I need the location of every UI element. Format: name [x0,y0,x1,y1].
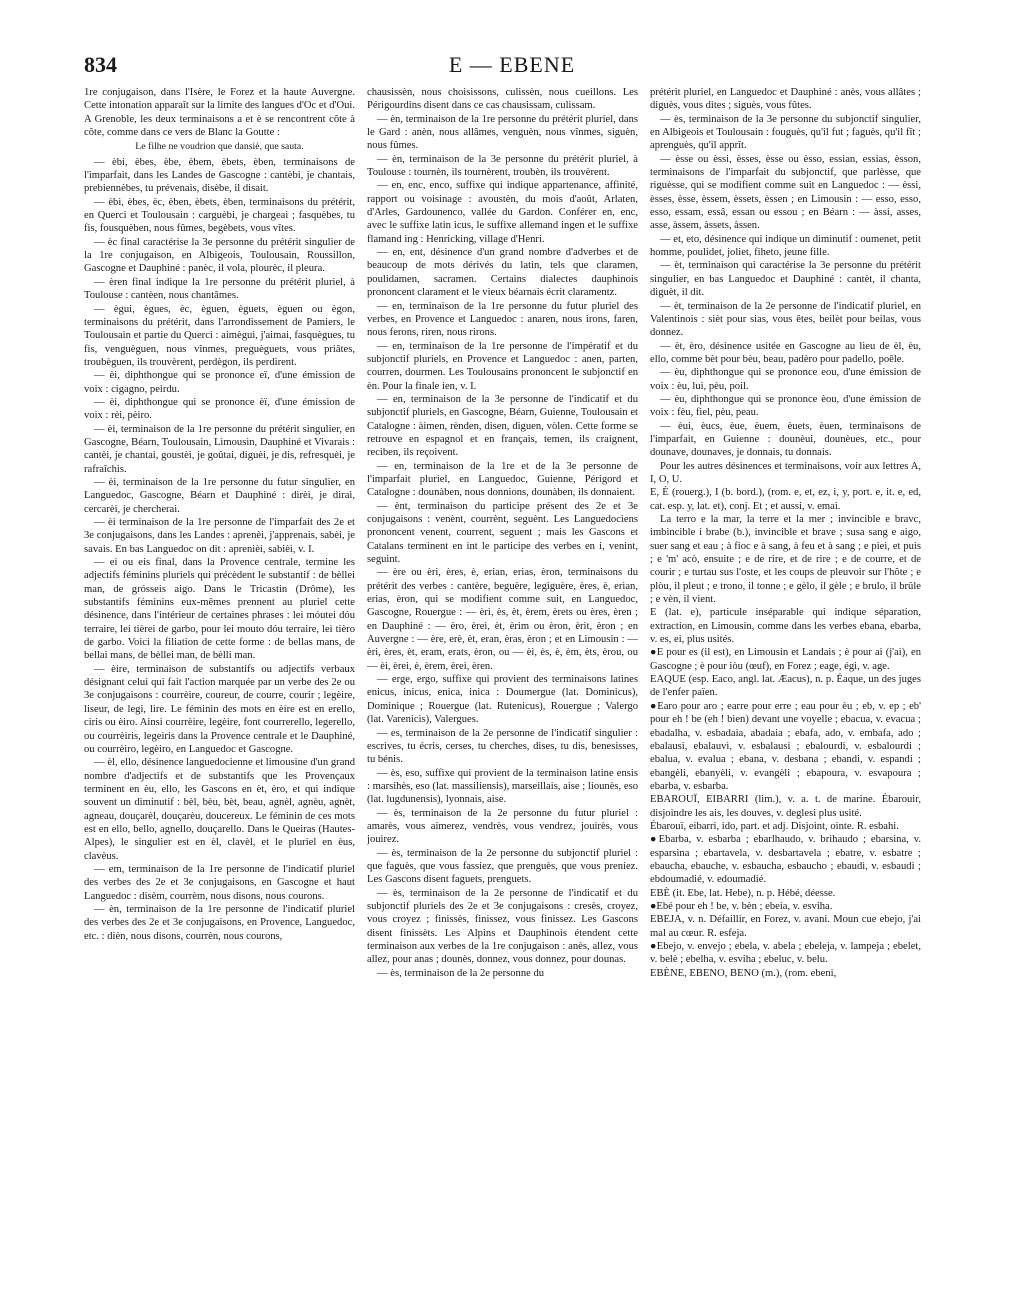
paragraph: — èi terminaison de la 1re personne de l'imparfait des 2e et 3e conjugaisons, dans les Landes : aprenèi, j'apprenais, sabèi, je savais. En bas Languedoc on dit : aprenièi, sabièi, v. I. [84,517,355,555]
paragraph: — ègui, ègues, èc, èguen, èguets, èguen ou ègon, terminaisons du prétérit, dans l'arrondissement de Pamiers, le Toulousain et partie du Querci : aimègui, j'aimai, fasquègues, tu fis, venguèguen, nous vînmes, preguèguets, vous priâtes, troubèguen, ils trouvèrent, perdègon, ils perdirent. [84,303,355,368]
dictionary-entry: ●Ebé pour eh ! be, v. bèn ; ebeia, v. esviha. [650,900,833,912]
paragraph: — èren final indique la 1re personne du prétérit pluriel, à Toulouse : cantèen, nous chantâmes. [84,276,355,302]
paragraph: — es, terminaison de la 2e personne de l'indicatif singulier : escrives, tu écris, cerses, tu cherches, dises, tu dis, benesisses, tu bénis. [367,727,638,766]
paragraph: prétérit pluriel, en Languedoc et Dauphiné : anès, vous allâtes ; diguès, vous dites ; siguès, vous fûtes. [650,87,921,112]
paragraph: — erge, ergo, suffixe qui provient des terminaisons latines enicus, inicus, enica, inica : Doumergue (lat. Dominicus), Dominique ; Rouergue (lat. Rutenicus), Rouergue ; Valergo (lat. Varenicis), Valergues. [367,674,638,726]
paragraph: — èt, èro, désinence usitée en Gascogne au lieu de èl, èu, ello, comme bèt pour bèu, beau, padèro pour padello, poêle. [650,340,921,365]
dictionary-entry: E (lat. e), particule inséparable qui indique séparation, extraction, en Limousin, comme dans les verbes ebana, ebarba, v. es, ei, plus usités. [650,607,921,646]
paragraph: — èi, terminaison de la 1re personne du prétérit singulier, en Gascogne, Béarn, Toulousain, Limousin, Dauphiné et Vivarais : cantèi, je chantai, goustèi, je goûtai, diguèi, je dis, refresquèi, je rafraîchis. [84,423,355,475]
column-2 [367,86,638,1298]
paragraph: — èn, terminaison de la 3e personne du prétérit pluriel, à Toulouse : tournèn, ils tournèrent, troubèn, ils trouvèrent. [367,153,638,179]
paragraph: — èt, terminaison qui caractérise la 3e personne du prétérit singulier, en bas Languedoc et Dauphiné : cantèt, il chanta, diguèt, il dit. [650,260,921,299]
dictionary-entry: EBÈ (it. Ebe, lat. Hebe), n. p. Hébé, déesse. [650,887,836,899]
dictionary-entry: Ébarouï, eibarri, ido, part. et adj. Disjoint, ointe. R. esbahi. [650,820,899,832]
paragraph: — et, eto, désinence qui indique un diminutif : oumenet, petit homme, poulidet, joliet, fiheto, jeune fille. [650,233,921,259]
paragraph: — èire, terminaison de substantifs ou adjectifs verbaux désignant celui qui fait l'action marquée par un verbe des 2e ou 3e conjugaisons : courrèire, coureur, de courre, courir ; legèire, liseur, de legi, lire. Le féminin des mots en èire est en erello, ciris ou èiro. Ainsi courrèire, legèire, font courrerello, legerello, ou courrèiris, legeiris dans la Provence centrale et le Dauphiné, ou courrèiro, legèiro, en Languedoc et Gascogne. [84,663,355,755]
dictionary-entry: EBAROUÏ, EIBARRI (lim.), v. a. t. de marine. Ébarouir, disjoindre les ais, les douves, v. deglesi plus usité. [650,794,921,819]
paragraph: — èu, diphthongue qui se prononce èou, d'une émission de voix : fèu, fiel, pèu, peau. [650,393,921,419]
paragraph: — èi, diphthongue qui se prononce èï, d'une émission de voix : rèi, pèiro. [84,396,355,422]
paragraph: — ès, terminaison de la 2e personne du [377,967,545,979]
paragraph: La terro e la mar, la terre et la mer ; invincible e bravc, imbincible i brabe (b.), invincible et brave ; susa sang e aigo, suer sang et eau ; à fioc e à sang, à feu et à sang ; e piei, et puis ; e 'm' acò, ensuite ; e de rire, et de rire ; e de courre, et de courir ; e turtau sus l'oste, et les coups de pleuvoir sur l'hôte ; e plòu, il pleut ; e trono, il tonne ; e gèlo, il gèle ; e brulo, il brûle ; e vèn, il vient. [650,514,921,606]
paragraph: — ès, eso, suffixe qui provient de la terminaison latine ensis : marsihès, eso (lat. massiliensis), marseillais, aise ; liounès, eso (lat. lugdunensis), lyonnais, aise. [367,767,638,806]
paragraph: — èt, terminaison de la 2e personne de l'indicatif pluriel, en Valentinois : sièt pour sias, vous êtes, beilèt pour beilas, vous donnez. [650,300,921,339]
dictionary-entry: ●Earo pour aro ; earre pour erre ; eau pour èu ; eb, v. ep ; eb' pour eh ! be (eh ! bien) devant une voyelle ; ebacua, v. evacua ; ebadalha, v. esbadaia, abadaia ; ebafa, ado, v. embafa, ado ; ebalausi, ebalauvi, v. esbalausi ; ebalourdi, v. esbalourdi ; ebalua, v. evalua ; ebana, v. desbana ; ebandi, v. espandi ; ebangèli, ebanyèli, v. evangèli ; ebapoura, v. esvapoura ; ebarba, v. esbarba. [650,700,921,792]
paragraph: — ès, terminaison de la 2e personne de l'indicatif et du subjonctif pluriels des 2e et 3e conjugaisons : cresès, croyez, vous croyez ; finissès, finissez, vous finissez. Les Gascons disent finissèts. Les Alpins et Dauphinois étendent cette terminaison aux verbes de la 1re conjugaison : anès, allez, vous allez, pour anas ; dounès, donnez, vous donnez, pour dounas. [367,887,638,966]
paragraph: — ènt, terminaison du participe présent des 2e et 3e conjugaisons : venènt, courrènt, seguènt. Les Languedociens prononcent venent, courrent, seguent ; mais les Gascons et Catalans terminent en int le participe des verbes en i, venint, seguint. [367,500,638,566]
paragraph: — èbi, èbes, èc, èben, èbets, èben, terminaisons du prétérit, en Querci et Toulousain : carguèbi, je chargeai ; fasquèbes, tu fis, fousquèben, nous fûmes, begèbets, vous vîtes. [84,196,355,235]
running-head: E — EBENE [448,52,576,77]
paragraph: — èsse ou èssi, èsses, èsse ou èsso, essian, essias, èsson, terminaisons de l'imparfait du subjonctif, que parlèsse, que riguèsse, qui se modifient comme suit en Languedoc : — èssi, èsses, èsse, èssem, èssets, èssen ; en Limousin : — esso, esso, esso, essam, essâ, essan ou essou ; en Béarn : — àssi, asses, asse, àssem, àssets, àssen. [650,153,921,232]
dictionary-entry: ●Ebarba, v. esbarba ; ebarlhaudo, v. brihaudo ; ebarsina, v. esparsina ; ebartavela, v. desbartavela ; ebatre, v. esbatre ; ebaucha, ebauche, v. esbaucha, esbaucho ; ebaudi, v. esbaudi ; ebdoumadié, v. edoumadié. [650,834,921,886]
dictionary-entry: E, È (rouerg.), I (b. bord.), (rom. e, et, ez, i, y, port. e, it. e, ed, cat. esp. y, lat. et), conj. Et ; et aussi, v. emai. [650,487,921,512]
paragraph: — èn, terminaison de la 1re personne de l'indicatif pluriel des verbes des 2e et 3e conjugaisons, en Provence, Languedoc, etc. : dièn, nous disons, courrèn, nous courons, [84,903,355,942]
paragraph: — èi, diphthongue qui se prononce eï, d'une émission de voix : cigagno, peirdu. [84,370,355,395]
dictionary-entry: EBÈNE, EBENO, BENO (m.), (rom. ebeni, [650,967,837,979]
paragraph: 1re conjugaison, dans l'Isère, le Forez et la haute Auvergne. Cette intonation apparaît sur la limite des langues d'Oc et d'Oui. A Grenoble, les deux terminaisons a et è se rencontrent côte à côte, comme dans ce vers de Blanc la Goutte : [84,87,355,139]
column-3 [650,86,921,1298]
paragraph: — en, terminaison de la 1re personne de l'impératif et du subjonctif pluriels, en Provence et Languedoc : anen, parten, courren, dourmen. Les Toulousains prononcent le subjonctif en èn. Pour la finale ien, v. I. [367,340,638,392]
paragraph: — èi, terminaison de la 1re personne du futur singulier, en Languedoc, Gascogne, Béarn et Dauphiné : dirèi, je dirai, cercarèi, je chercherai. [84,476,355,515]
paragraph: — ei ou eis final, dans la Provence centrale, termine les adjectifs féminins pluriels qui précèdent le substantif : de bèllei man, de grósseis aigo. Dans le Tricastin (Drôme), les substantifs féminins eux-mêmes prennent au pluriel cette désinence, dans l'intérieur de certaines phrases : lei móutei dóu terraire, lei tièrei de garbo, pour lei mouto dóu terraire, lei tièro de garbo. Voici la filiation de cette forme : de bellas mans, de bellai mans, de bèllei man, de bèlli man. [84,557,355,662]
page-number: 834 [84,52,117,77]
paragraph: — èui, èucs, èue, èuem, èuets, èuen, terminaisons de l'imparfait, en Guienne : dounèui, dounèues, etc., pour dounave, dounaves, je donnais, tu donnais. [650,420,921,459]
paragraph: — en, terminaison de la 3e personne de l'indicatif et du subjonctif pluriels, en Gascogne, Béarn, Guienne, Toulousain et Catalogne : àimen, rènden, disen, diguen, vòlen. Cette forme se retrouve en espagnol et en français, temen, ils craignent, reciben, ils reçoivent. [367,393,638,459]
paragraph: — ès, terminaison de la 2e personne du subjonctif pluriel : que faguès, que vous fassiez, que prenguès, que vous preniez. Les Gascons disent faguets, prenguets. [367,847,638,886]
dictionary-entry: ●E pour es (il est), en Limousin et Landais ; è pour ai (j'ai), en Gascogne ; è pour iòu (œuf), en Forez ; eage, égi, v. age. [650,647,921,672]
paragraph: — èn, terminaison de la 1re personne du prétérit pluriel, dans le Gard : anèn, nous allâmes, venguèn, nous vînmes, siguèn, nous fûmes. [367,113,638,152]
text-columns [84,86,922,1298]
verse-quote: Le filhe ne voudrion que dansiè, que sauta. [135,141,304,153]
dictionary-entry: EAQUE (esp. Eaco, angl. lat. Æacus), n. p. Éaque, un des juges de l'enfer païen. [650,674,921,699]
dictionary-entry: ●Ebejo, v. envejo ; ebela, v. abela ; ebeleja, v. lampeja ; ebelet, v. belè ; ebelha, v. esviha ; ebeluc, v. belu. [650,941,921,966]
paragraph: chausissèn, nous choisissons, culissèn, nous cueillons. Les Périgourdins disent dans ce cas chausissam, culissam. [367,87,638,112]
paragraph: — èu, diphthongue qui se prononce eou, d'une émission de voix : èu, lui, pèu, poil. [650,367,921,392]
column-1 [84,86,355,1298]
paragraph: — en, ent, désinence d'un grand nombre d'adverbes et de beaucoup de mots dérivés du latin, tels que claramen, poulidamen, sacramen. Certains dialectes dauphinois prononcent clarament et le vieux béarnais écrit claramentz. [367,247,638,299]
paragraph: — ès, terminaison de la 3e personne du subjonctif singulier, en Albigeois et Toulousain : fouguès, qu'il fut ; faguès, qu'il fît ; aprenguès, qu'il apprît. [650,113,921,152]
paragraph: — èbi, èbes, èbe, èbem, èbets, èben, terminaisons de l'imparfait, dans les Landes de Gascogne : cantèbi, je chantais, prebiennèbes, tu prévenais, disèbe, il disait. [84,156,355,195]
paragraph: Pour les autres désinences et terminaisons, voir aux lettres A, I, O, U. [650,460,921,485]
dictionary-entry: EBEJA, v. n. Défaillir, en Forez, v. avani. Moun cue ebejo, j'ai mal au cœur. R. esfeja. [650,914,921,939]
paragraph: — èl, ello, désinence languedocienne et limousine d'un grand nombre d'adjectifs et de substantifs que les Provençaux terminent en èu, ello, les Gascons en èt, èro, et qui indique souvent un diminutif : bèl, bèu, bèt, beau, agnèl, agnèu, agnèt, agneau, douçarèl, douçarèu, doucereux. Le féminin de ces mots est en ello, bello, agnello, douçarello. Dans le Queiras (Hautes-Alpes), le singulier est en èl, clavèl, et le pluriel en èus, clavèus. [84,757,355,862]
paragraph: — en, enc, enco, suffixe qui indique appartenance, affinité, rapport ou voisinage : avoustèn, du mois d'août, Arlaten, d'Arles, Gardounenco, vallée du Gardon. Conférer en, enc, avec le suffixe latin icus, le suffixe allemand ingen et le suffixe flamand ing : Henricking, village d'Henri. [367,180,638,245]
paragraph: — èc final caractérise la 3e personne du prétérit singulier de la 1re conjugaison, en Albigeois, Toulousain, Roussillon, Gascogne et Dauphiné : panèc, il vola, plourèc, il pleura. [84,236,355,275]
paragraph: — ère ou èri, ères, è, erian, erias, èron, terminaisons du prétérit des verbes : cantère, beguère, legiguère, ères, è, erian, erias, èron, qui se modifient comme suit, en Languedoc, Gascogne, Rouergue : — èri, ès, èt, èrem, èrets ou ères, èren ; en Dauphiné : — èro, èrei, èt, èrim ou èron, èrit, èron ; en Auvergne : — ère, erè, èt, eran, èras, èron ; et en Limousin : — èri, ères, èt, eram, erats, èron, ou — èi, ès, è, èm, èts, èrou, ou — èi, èrei, è, èrem, èrei, èren. [367,567,638,672]
paragraph: — ès, terminaison de la 2e personne du futur pluriel : amarès, vous aimerez, vendrès, vous vendrez, jouirès, vous jouirez. [367,807,638,846]
paragraph: — em, terminaison de la 1re personne de l'indicatif pluriel des verbes des 2e et 3e conjugaisons, en Gascogne et haut Languedoc : disèm, courrèm, nous disons, nous courons. [84,863,355,902]
paragraph: — en, terminaison de la 1re personne du futur pluriel des verbes, en Provence et Languedoc : anaren, nous irons, faren, nous ferons, riren, nous rirons. [367,300,638,339]
paragraph: — en, terminaison de la 1re et de la 3e personne de l'imparfait pluriel, en Languedoc, Guienne, Périgord et Catalogne : dounàben, nous donnions, dounàben, ils donnaient. [367,460,638,499]
